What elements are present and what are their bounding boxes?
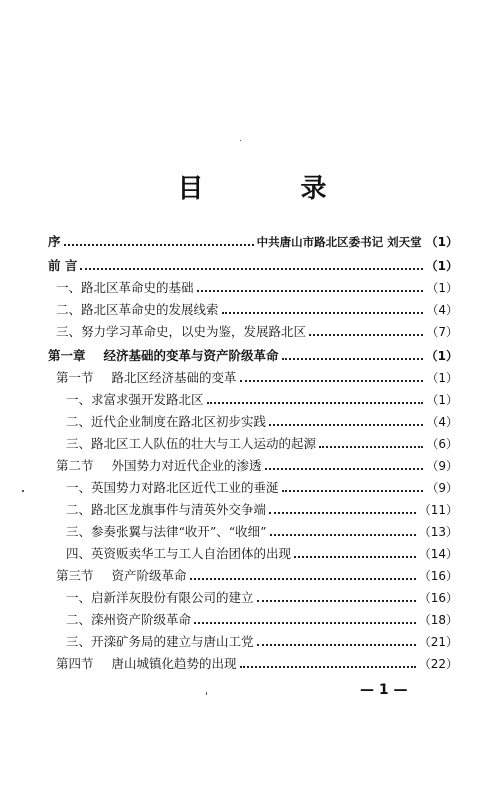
toc-entry-page: （13） — [418, 525, 458, 539]
toc-entry[interactable] — [48, 606, 458, 628]
dot-leader — [270, 534, 416, 536]
toc-entry-page: （16） — [418, 569, 458, 583]
table-of-contents — [48, 226, 458, 672]
dot-leader — [294, 556, 416, 558]
toc-entry-label: 一、启新洋灰股份有限公司的建立 — [66, 590, 254, 605]
toc-entry[interactable] — [48, 430, 458, 452]
toc-entry-label: 第一节 — [56, 370, 94, 385]
toc-entry-page: （16） — [418, 591, 458, 605]
toc-entry-page: （11） — [418, 503, 458, 517]
toc-entry[interactable] — [48, 296, 458, 318]
toc-entry-label: 序 — [48, 234, 61, 249]
toc-entry[interactable] — [48, 584, 458, 606]
page-number: — 1 — — [360, 682, 408, 698]
toc-entry-page: （4） — [426, 303, 458, 317]
toc-entry-page: （1） — [425, 259, 458, 273]
toc-entry-page: （14） — [418, 547, 458, 561]
toc-entry-label: 第四节 — [56, 656, 94, 671]
toc-entry[interactable] — [48, 540, 458, 562]
toc-entry-page: （9） — [426, 481, 458, 495]
toc-entry-page: （1） — [425, 349, 458, 363]
scan-speck — [22, 490, 24, 492]
toc-entry[interactable] — [48, 318, 458, 340]
toc-entry-author: 中共唐山市路北区委书记 刘天堂 — [256, 235, 422, 249]
toc-entry[interactable] — [48, 474, 458, 496]
toc-entry[interactable] — [48, 496, 458, 518]
toc-entry-heading: 外国势力对近代企业的渗透 — [111, 458, 262, 473]
toc-entry[interactable] — [48, 562, 458, 584]
toc-entry-heading: 路北区经济基础的变革 — [111, 370, 237, 385]
toc-entry-page: （1） — [426, 371, 458, 385]
toc-entry-label: 三、路北区工人队伍的壮大与工人运动的起源 — [66, 436, 317, 451]
toc-entry-label: 三、开滦矿务局的建立与唐山工党 — [66, 634, 254, 649]
toc-entry-page: （22） — [418, 657, 458, 671]
dot-leader — [194, 622, 416, 624]
toc-entry-page: （4） — [426, 415, 458, 429]
dot-leader — [282, 358, 423, 360]
toc-entry-page: （1） — [425, 235, 458, 249]
toc-entry-page: （21） — [418, 635, 458, 649]
toc-entry-heading: 唐山城镇化趋势的出现 — [111, 656, 237, 671]
toc-entry-label: 二、路北区龙旗事件与清英外交争端 — [66, 502, 267, 517]
dot-leader — [197, 290, 424, 292]
toc-entry[interactable] — [48, 342, 458, 364]
dot-leader — [190, 578, 416, 580]
toc-entry-label: 二、近代企业制度在路北区初步实践 — [66, 414, 267, 429]
toc-entry-page: （1） — [426, 281, 458, 295]
toc-entry[interactable] — [48, 228, 458, 250]
page-title: 目 录 — [177, 174, 371, 204]
toc-entry[interactable] — [48, 408, 458, 430]
toc-entry-label: 二、滦州资产阶级革命 — [66, 612, 192, 627]
scan-speck — [206, 692, 207, 695]
toc-entry-page: （6） — [426, 437, 458, 451]
toc-entry[interactable] — [48, 274, 458, 296]
dot-leader — [64, 244, 254, 246]
dot-leader — [240, 380, 424, 382]
dot-leader — [240, 666, 416, 668]
dot-leader — [265, 468, 424, 470]
toc-entry[interactable] — [48, 518, 458, 540]
toc-entry-label: 第一章 — [48, 348, 86, 363]
toc-entry-label: 一、求富求强开发路北区 — [66, 392, 204, 407]
toc-entry-label: 第二节 — [56, 458, 94, 473]
toc-entry-label: 三、参奏张翼与法律“收开”、“收细” — [66, 524, 267, 539]
dot-leader — [257, 644, 416, 646]
dot-leader — [282, 490, 424, 492]
toc-entry-label: 三、努力学习革命史，以史为鉴，发展路北区 — [56, 324, 307, 339]
toc-entry[interactable] — [48, 650, 458, 672]
toc-entry-label: 一、英国势力对路北区近代工业的垂涎 — [66, 480, 279, 495]
dot-leader — [80, 268, 422, 270]
dot-leader — [269, 512, 416, 514]
toc-entry[interactable] — [48, 452, 458, 474]
toc-entry-label: 四、英资贩卖华工与工人自治团体的出现 — [66, 546, 292, 561]
toc-entry-label: 第三节 — [56, 568, 94, 583]
toc-entry-page: （7） — [426, 325, 458, 339]
scan-speck — [240, 140, 241, 141]
toc-entry-label: 一、路北区革命史的基础 — [56, 280, 194, 295]
dot-leader — [269, 424, 423, 426]
dot-leader — [222, 312, 424, 314]
toc-entry[interactable] — [48, 364, 458, 386]
toc-entry[interactable] — [48, 628, 458, 650]
dot-leader — [207, 402, 424, 404]
toc-entry-page: （9） — [426, 459, 458, 473]
toc-entry-heading: 经济基础的变革与资产阶级革命 — [103, 348, 279, 363]
dot-leader — [319, 446, 423, 448]
dot-leader — [257, 600, 416, 602]
toc-entry-label: 前 言 — [48, 258, 78, 273]
toc-entry-page: （1） — [426, 393, 458, 407]
toc-entry-label: 二、路北区革命史的发展线索 — [56, 302, 219, 317]
dot-leader — [309, 334, 423, 336]
toc-entry-page: （18） — [418, 613, 458, 627]
toc-entry[interactable] — [48, 252, 458, 274]
toc-entry-heading: 资产阶级革命 — [111, 568, 187, 583]
toc-entry[interactable] — [48, 386, 458, 408]
